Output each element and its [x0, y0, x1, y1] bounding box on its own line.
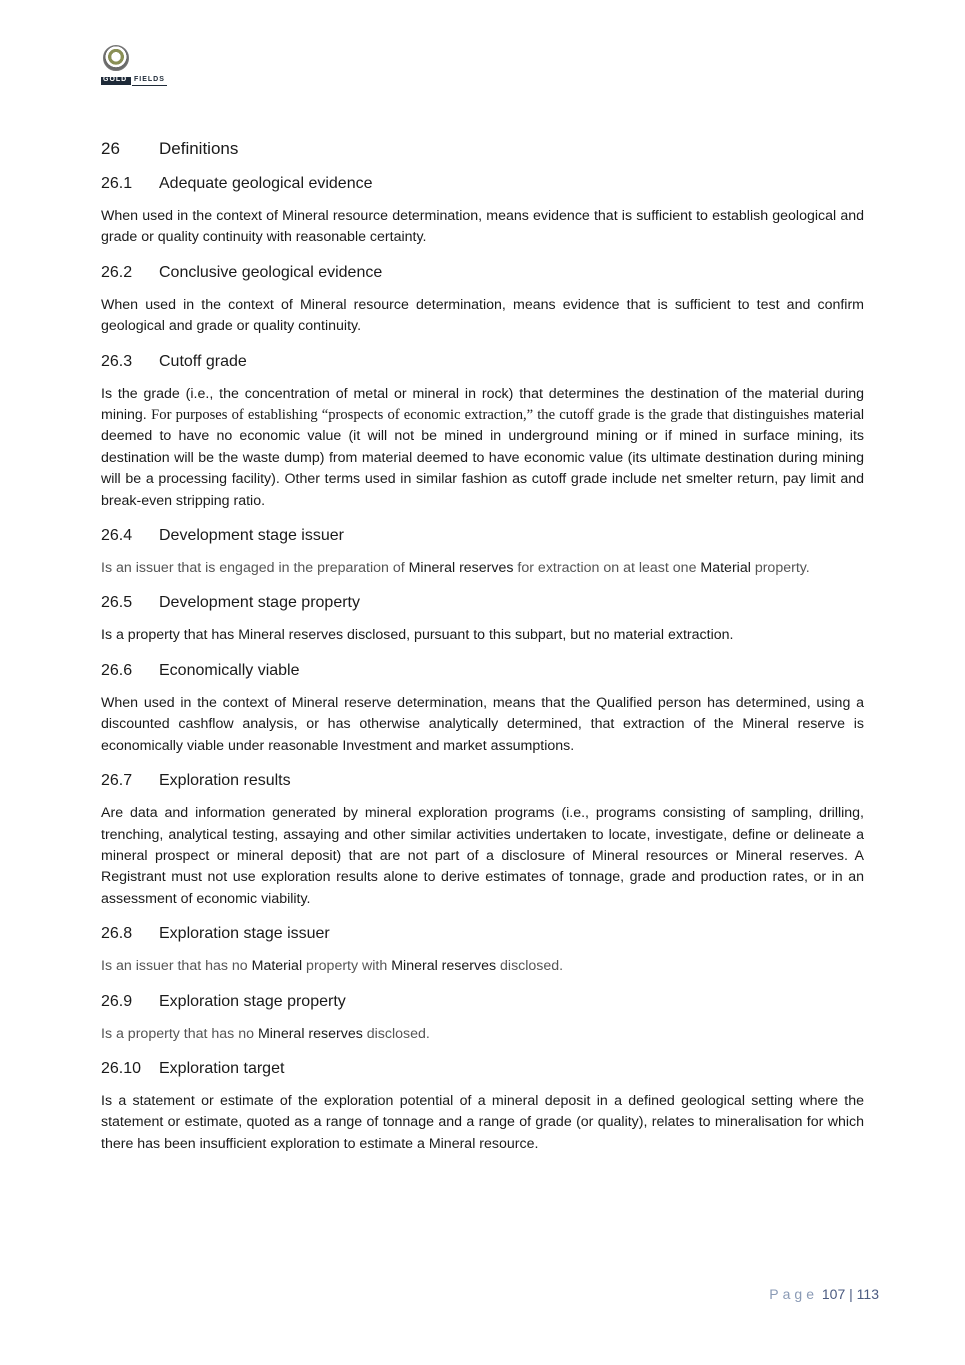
definition-number: 26.9	[101, 992, 133, 1010]
definition-number: 26.6	[101, 661, 133, 679]
definition-text: When used in the context of Mineral resource determination, means evidence that is sufficient to test and confirm geological and grade or quality continuity.	[101, 296, 864, 335]
page-label: Page	[769, 1286, 818, 1302]
definition-title: Conclusive geological evidence	[159, 263, 383, 281]
definition-heading	[101, 660, 864, 682]
definition-text: When used in the context of Mineral resource determination, means evidence that is sufficient to establish geological and grade or quality continuity with reasonable certainty.	[101, 208, 864, 246]
definition-title: Exploration target	[159, 1059, 285, 1077]
definition-text-part: material deemed to have no economic value (it will not be mined in underground mining or if mined in surface mining, its destination will be the waste dump) from material deemed to have economic value (its ultimate destination during mining will be a processing facility). Other terms used in similar fashion as cutoff grade include net smelter return, pay limit and break-even stripping ratio.	[101, 407, 864, 509]
section-number: 26	[101, 139, 120, 158]
definition-number: 26.8	[101, 925, 133, 943]
definition-title: Exploration stage issuer	[159, 925, 330, 943]
definition-text-part: for extraction on at least one	[513, 560, 701, 577]
definition-text: When used in the context of Mineral reserve determination, means that the Qualified person has determined, using a discounted cashflow analysis, or has otherwise analytically determined, that extraction of the Mineral reserve is economically viable under reasonable Investment and market assumptions.	[101, 694, 864, 754]
definition-heading	[101, 351, 864, 373]
definition-text-part: Is an issuer that is engaged in the preparation of	[101, 560, 409, 577]
definition-title: Exploration stage property	[159, 992, 346, 1010]
definition-title: Exploration results	[159, 772, 291, 790]
definition-heading	[101, 1058, 864, 1080]
definition-text: Is a statement or estimate of the exploration potential of a mineral deposit in a defined geological setting where the statement or estimate, quoted as a range of tonnage and a range of grade (or quality), relates to mineralisation for which there has been insufficient exploration to estimate a Mineral resource.	[101, 1092, 864, 1152]
definition-number: 26.4	[101, 527, 133, 545]
page-separator: |	[849, 1286, 853, 1302]
document-body	[101, 137, 864, 1168]
definition-heading	[101, 525, 864, 547]
definition-heading	[101, 262, 864, 284]
definition-number: 26.7	[101, 772, 133, 790]
definition-heading	[101, 923, 864, 945]
definition-number: 26.2	[101, 263, 133, 281]
definition-number: 26.1	[101, 175, 133, 192]
definition-text-part: Is an issuer that has no	[101, 958, 252, 975]
logo-text-gold: GOLD	[103, 76, 128, 83]
definition-text: Is a property that has Mineral reserves disclosed, pursuant to this subpart, but no material extraction.	[101, 627, 734, 644]
page-number: 107	[821, 1286, 846, 1302]
definition-text	[101, 956, 864, 977]
definition-title: Cutoff grade	[159, 352, 247, 370]
definition-heading	[101, 592, 864, 614]
defined-term: Mineral reserves	[257, 1025, 363, 1042]
definition-text	[101, 1024, 864, 1045]
defined-term: Material	[700, 560, 751, 577]
definition-text-part: Is a property that has no	[101, 1025, 258, 1042]
defined-term: Mineral reserves	[408, 560, 514, 577]
definition-text-part: disclosed.	[362, 1025, 430, 1042]
definition-text-part: property with	[302, 958, 392, 975]
definition-text	[101, 558, 864, 579]
defined-term: Mineral reserves	[391, 958, 497, 975]
section-heading	[101, 137, 864, 161]
definition-text-part: Is the grade (i.e., the concentration of metal or mineral in rock) that determines the destination of the material during mining.	[101, 385, 864, 424]
definition-heading	[101, 770, 864, 792]
page-footer	[769, 1286, 879, 1302]
definition-heading	[101, 173, 864, 195]
gold-fields-logo	[101, 45, 167, 89]
definition-number: 26.10	[101, 1059, 142, 1077]
logo-seal-icon	[103, 45, 129, 71]
total-pages: 113	[856, 1286, 879, 1302]
definition-text-quote: For purposes of establishing “prospects of economic extraction,” the cutoff grade is the grade that distinguishes	[151, 407, 810, 424]
definition-number: 26.5	[101, 594, 133, 612]
definition-text-part: property.	[750, 560, 810, 577]
definition-text	[101, 384, 864, 512]
definition-text-part: disclosed.	[496, 958, 564, 975]
definition-title: Development stage property	[159, 594, 360, 612]
definition-title: Development stage issuer	[159, 527, 344, 545]
logo-wordmark	[101, 77, 167, 85]
section-title: Definitions	[159, 139, 239, 158]
definition-heading	[101, 991, 864, 1013]
definition-text: Are data and information generated by mineral exploration programs (i.e., programs consisting of sampling, drilling, trenching, analytical testing, assaying and other similar activities undertaken to locate, investigate, define or delineate a mineral prospect or mineral deposit) that are not part of a disclosure of Mineral resources or Mineral reserves. A Registrant must not use exploration results alone to derive estimates of tonnage, grade and production rates, or in an assessment of economic viability.	[101, 805, 864, 907]
definition-title: Adequate geological evidence	[159, 175, 373, 192]
logo-text-fields: FIELDS	[134, 76, 165, 83]
definition-title: Economically viable	[159, 661, 300, 679]
definition-number: 26.3	[101, 352, 133, 370]
defined-term: Material	[251, 958, 303, 975]
